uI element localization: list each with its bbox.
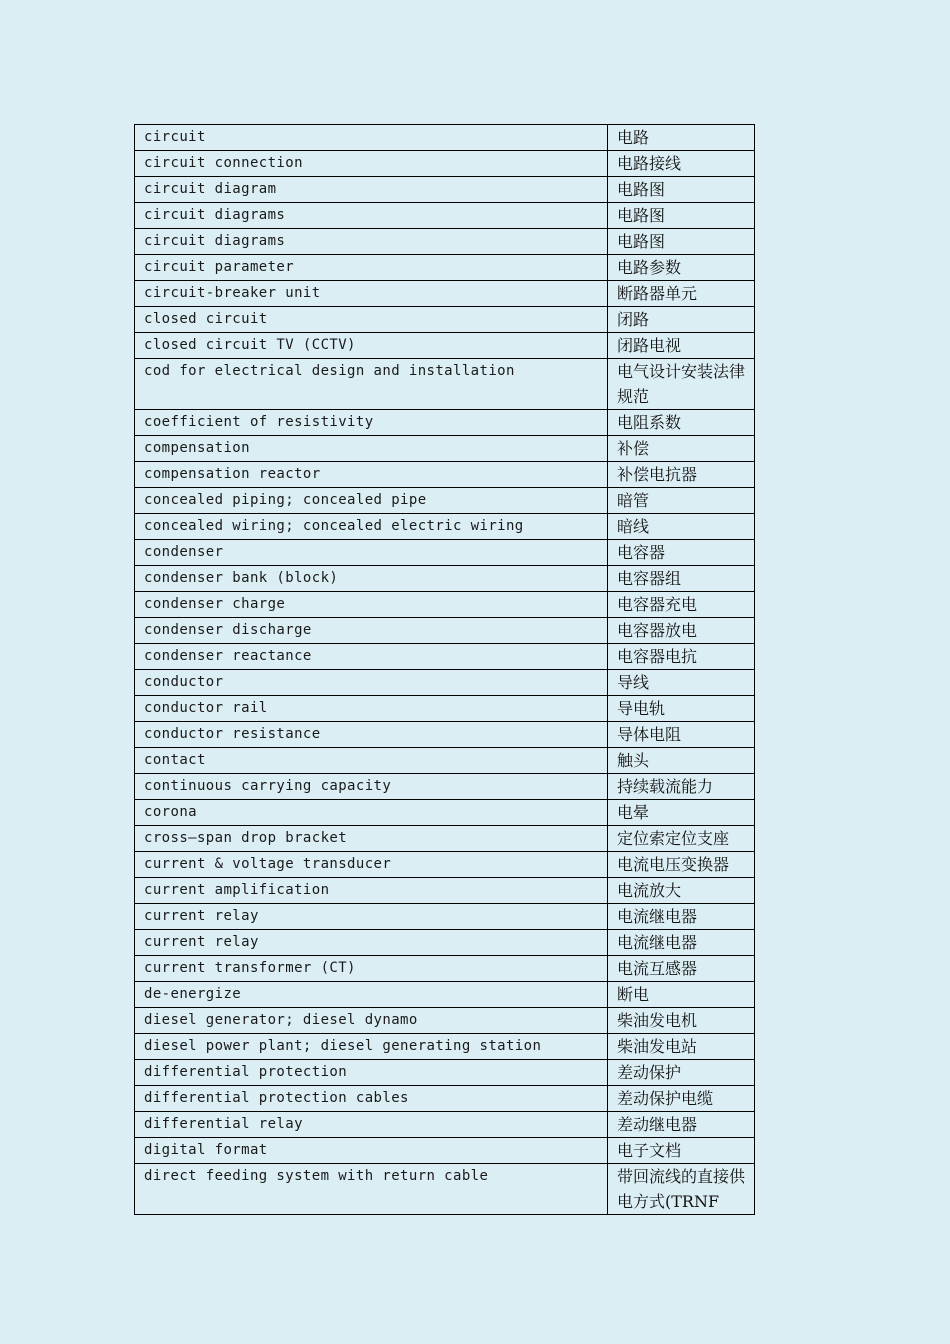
table-row [135, 307, 755, 333]
translation-cell: 导电轨 [608, 696, 755, 722]
term-cell: direct feeding system with return cable [135, 1164, 608, 1215]
translation-cell: 导体电阻 [608, 722, 755, 748]
table-row [135, 644, 755, 670]
table-row [135, 488, 755, 514]
term-cell: conductor rail [135, 696, 608, 722]
term-cell: cross—span drop bracket [135, 826, 608, 852]
table-row [135, 359, 755, 410]
table-row [135, 1060, 755, 1086]
translation-cell: 补偿 [608, 436, 755, 462]
translation-cell: 电子文档 [608, 1138, 755, 1164]
table-row [135, 151, 755, 177]
term-cell: compensation reactor [135, 462, 608, 488]
term-cell: circuit connection [135, 151, 608, 177]
term-cell: differential protection cables [135, 1086, 608, 1112]
term-cell: differential protection [135, 1060, 608, 1086]
table-row [135, 203, 755, 229]
term-cell: concealed wiring; concealed electric wiring [135, 514, 608, 540]
table-row [135, 722, 755, 748]
table-row [135, 618, 755, 644]
term-cell: current relay [135, 930, 608, 956]
translation-cell: 差动继电器 [608, 1112, 755, 1138]
term-cell: diesel power plant; diesel generating station [135, 1034, 608, 1060]
translation-cell: 电流电压变换器 [608, 852, 755, 878]
translation-cell: 差动保护 [608, 1060, 755, 1086]
table-row [135, 1086, 755, 1112]
table-row [135, 229, 755, 255]
term-cell: closed circuit [135, 307, 608, 333]
term-cell: condenser charge [135, 592, 608, 618]
table-row [135, 930, 755, 956]
term-cell: contact [135, 748, 608, 774]
table-row [135, 462, 755, 488]
term-cell: current & voltage transducer [135, 852, 608, 878]
table-row [135, 540, 755, 566]
term-cell: continuous carrying capacity [135, 774, 608, 800]
term-cell: circuit-breaker unit [135, 281, 608, 307]
translation-cell: 暗管 [608, 488, 755, 514]
translation-cell: 柴油发电机 [608, 1008, 755, 1034]
table-row [135, 566, 755, 592]
translation-cell: 电容器充电 [608, 592, 755, 618]
table-row [135, 255, 755, 281]
table-row [135, 177, 755, 203]
translation-cell: 导线 [608, 670, 755, 696]
translation-cell: 电容器组 [608, 566, 755, 592]
table-row [135, 281, 755, 307]
translation-cell: 闭路电视 [608, 333, 755, 359]
term-cell: condenser reactance [135, 644, 608, 670]
term-cell: differential relay [135, 1112, 608, 1138]
translation-cell: 电路 [608, 125, 755, 151]
table-row [135, 410, 755, 436]
term-cell: conductor [135, 670, 608, 696]
translation-cell: 电阻系数 [608, 410, 755, 436]
term-cell: circuit parameter [135, 255, 608, 281]
table-row [135, 1034, 755, 1060]
term-cell: coefficient of resistivity [135, 410, 608, 436]
translation-cell: 带回流线的直接供电方式(TRNF [608, 1164, 755, 1215]
translation-cell: 持续载流能力 [608, 774, 755, 800]
translation-cell: 电路图 [608, 177, 755, 203]
translation-cell: 电容器电抗 [608, 644, 755, 670]
term-cell: closed circuit TV (CCTV) [135, 333, 608, 359]
term-cell: circuit diagrams [135, 229, 608, 255]
term-cell: circuit diagrams [135, 203, 608, 229]
translation-cell: 电流继电器 [608, 930, 755, 956]
translation-cell: 电流互感器 [608, 956, 755, 982]
translation-cell: 柴油发电站 [608, 1034, 755, 1060]
translation-cell: 触头 [608, 748, 755, 774]
translation-cell: 暗线 [608, 514, 755, 540]
term-cell: condenser bank (block) [135, 566, 608, 592]
translation-cell: 补偿电抗器 [608, 462, 755, 488]
translation-cell: 差动保护电缆 [608, 1086, 755, 1112]
term-cell: current transformer (CT) [135, 956, 608, 982]
table-row [135, 774, 755, 800]
table-row [135, 592, 755, 618]
term-cell: condenser discharge [135, 618, 608, 644]
translation-cell: 电气设计安装法律规范 [608, 359, 755, 410]
term-cell: compensation [135, 436, 608, 462]
table-row [135, 696, 755, 722]
table-row [135, 1008, 755, 1034]
glossary-table-body [135, 125, 755, 1215]
term-cell: cod for electrical design and installation [135, 359, 608, 410]
table-row [135, 904, 755, 930]
table-row [135, 1164, 755, 1215]
term-cell: circuit diagram [135, 177, 608, 203]
translation-cell: 电路接线 [608, 151, 755, 177]
translation-cell: 电路图 [608, 229, 755, 255]
table-row [135, 826, 755, 852]
table-row [135, 125, 755, 151]
term-cell: conductor resistance [135, 722, 608, 748]
translation-cell: 断路器单元 [608, 281, 755, 307]
translation-cell: 电路参数 [608, 255, 755, 281]
term-cell: current amplification [135, 878, 608, 904]
translation-cell: 电晕 [608, 800, 755, 826]
table-row [135, 514, 755, 540]
glossary-table [134, 124, 755, 1215]
term-cell: circuit [135, 125, 608, 151]
table-row [135, 800, 755, 826]
term-cell: digital format [135, 1138, 608, 1164]
translation-cell: 电容器放电 [608, 618, 755, 644]
translation-cell: 闭路 [608, 307, 755, 333]
table-row [135, 852, 755, 878]
translation-cell: 断电 [608, 982, 755, 1008]
term-cell: current relay [135, 904, 608, 930]
term-cell: de-energize [135, 982, 608, 1008]
table-row [135, 436, 755, 462]
term-cell: diesel generator; diesel dynamo [135, 1008, 608, 1034]
translation-cell: 电容器 [608, 540, 755, 566]
translation-cell: 电流继电器 [608, 904, 755, 930]
table-row [135, 748, 755, 774]
table-row [135, 982, 755, 1008]
table-row [135, 333, 755, 359]
translation-cell: 定位索定位支座 [608, 826, 755, 852]
table-row [135, 1112, 755, 1138]
translation-cell: 电路图 [608, 203, 755, 229]
translation-cell: 电流放大 [608, 878, 755, 904]
term-cell: condenser [135, 540, 608, 566]
term-cell: corona [135, 800, 608, 826]
table-row [135, 1138, 755, 1164]
table-row [135, 670, 755, 696]
term-cell: concealed piping; concealed pipe [135, 488, 608, 514]
table-row [135, 878, 755, 904]
table-row [135, 956, 755, 982]
